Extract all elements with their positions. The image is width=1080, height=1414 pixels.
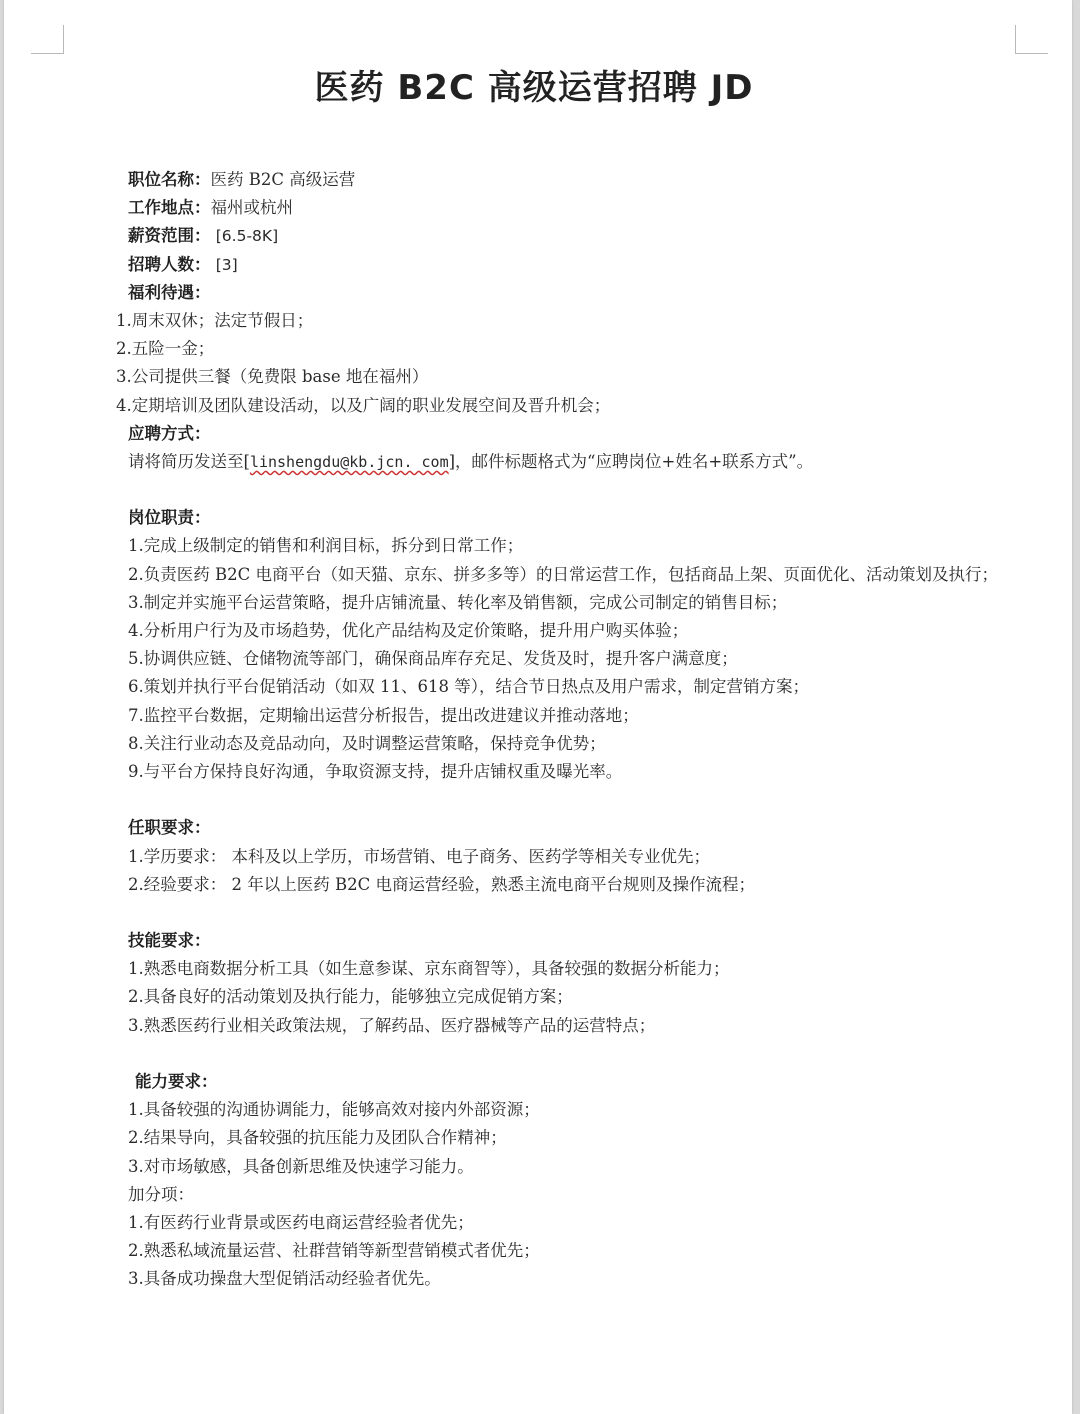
abilities-heading: 能力要求： (135, 1072, 218, 1092)
list-item: 3.制定并实施平台运营策略，提升店铺流量、转化率及销售额，完成公司制定的销售目标； (128, 592, 788, 612)
list-item: 2.经验要求： 2 年以上医药 B2C 电商运营经验，熟悉主流电商平台规则及操作流程； (128, 874, 755, 894)
bonus-heading: 加分项： (128, 1184, 194, 1204)
apply-email-link[interactable]: linshengdu@kb.jcn. com (249, 452, 449, 471)
list-item: 3.具备成功操盘大型促销活动经验者优先。 (128, 1269, 441, 1289)
list-item: 9.与平台方保持良好沟通，争取资源支持，提升店铺权重及曝光率。 (128, 761, 623, 781)
list-item: 2.结果导向，具备较强的抗压能力及团队合作精神； (128, 1128, 507, 1148)
info-value: 福州或杭州 (210, 198, 293, 218)
info-label: 薪资范围： (128, 226, 211, 246)
list-item: 3.对市场敏感，具备创新思维及快速学习能力。 (128, 1156, 474, 1176)
info-label: 职位名称： (128, 170, 211, 189)
list-item: 2.熟悉私域流量运营、社群营销等新型营销模式者优先； (128, 1241, 540, 1261)
info-label: 招聘人数： (128, 254, 211, 274)
list-item: 5.协调供应链、仓储物流等部门，确保商品库存充足、发货及时，提升客户满意度； (128, 649, 738, 669)
info-value: 医药 B2C 高级运营 (210, 170, 356, 189)
info-salary (4, 222, 1072, 250)
list-item: 3.熟悉医药行业相关政策法规，了解药品、医疗器械等产品的运营特点； (128, 1015, 656, 1035)
document-body (4, 166, 1072, 1294)
margin-corner-mark-left (31, 25, 64, 54)
list-item: 8.关注行业动态及竞品动向，及时调整运营策略，保持竞争优势； (128, 733, 606, 753)
skills-heading: 技能要求： (128, 931, 211, 951)
requirements-heading: 任职要求： (128, 818, 211, 838)
list-item: 2.具备良好的活动策划及执行能力，能够独立完成促销方案； (128, 987, 573, 1007)
list-item: 1.学历要求： 本科及以上学历，市场营销、电子商务、医药学等相关专业优先； (128, 846, 710, 866)
list-item: 1.具备较强的沟通协调能力，能够高效对接内外部资源； (128, 1100, 540, 1120)
list-item: 4.分析用户行为及市场趋势，优化产品结构及定价策略，提升用户购买体验； (128, 621, 689, 641)
apply-heading: 应聘方式： (128, 423, 211, 443)
list-item: 2.五险一金； (116, 339, 215, 359)
list-item: 2.负责医药 B2C 电商平台（如天猫、京东、拼多多等）的日常运营工作，包括商品上架、页面优化、活动策划及执行； (128, 564, 998, 584)
list-item: 3.公司提供三餐（免费限 base 地在福州） (116, 367, 429, 387)
apply-suffix: ]，邮件标题格式为“应聘岗位+姓名+联系方式”。 (448, 451, 814, 471)
list-item: 7.监控平台数据，定期输出运营分析报告，提出改进建议并推动落地； (128, 705, 639, 725)
duties-heading: 岗位职责： (128, 508, 211, 528)
list-item: 1.有医药行业背景或医药电商运营经验者优先； (128, 1212, 474, 1232)
apply-prefix: 请将简历发送至[ (128, 451, 250, 471)
list-item: 1.周末双休；法定节假日； (116, 310, 314, 330)
list-item: 4.定期培训及团队建设活动，以及广阔的职业发展空间及晋升机会； (116, 395, 611, 415)
info-value: [3] (215, 255, 238, 274)
info-label: 工作地点： (128, 198, 211, 218)
document-title: 医药 B2C 高级运营招聘 JD (314, 68, 754, 108)
info-position (4, 166, 1072, 194)
margin-corner-mark-right (1015, 25, 1048, 54)
list-item: 6.策划并执行平台促销活动（如双 11、618 等），结合节日热点及用户需求，制定营销方案； (128, 677, 809, 697)
info-location (4, 194, 1072, 222)
info-headcount (4, 251, 1072, 279)
apply-text (4, 448, 1072, 476)
info-value: [6.5-8K] (215, 227, 279, 246)
list-item: 1.完成上级制定的销售和利润目标，拆分到日常工作； (128, 536, 524, 556)
document-page (4, 0, 1072, 1414)
list-item: 1.熟悉电商数据分析工具（如生意参谋、京东商智等），具备较强的数据分析能力； (128, 959, 730, 979)
benefits-heading: 福利待遇： (128, 282, 211, 302)
